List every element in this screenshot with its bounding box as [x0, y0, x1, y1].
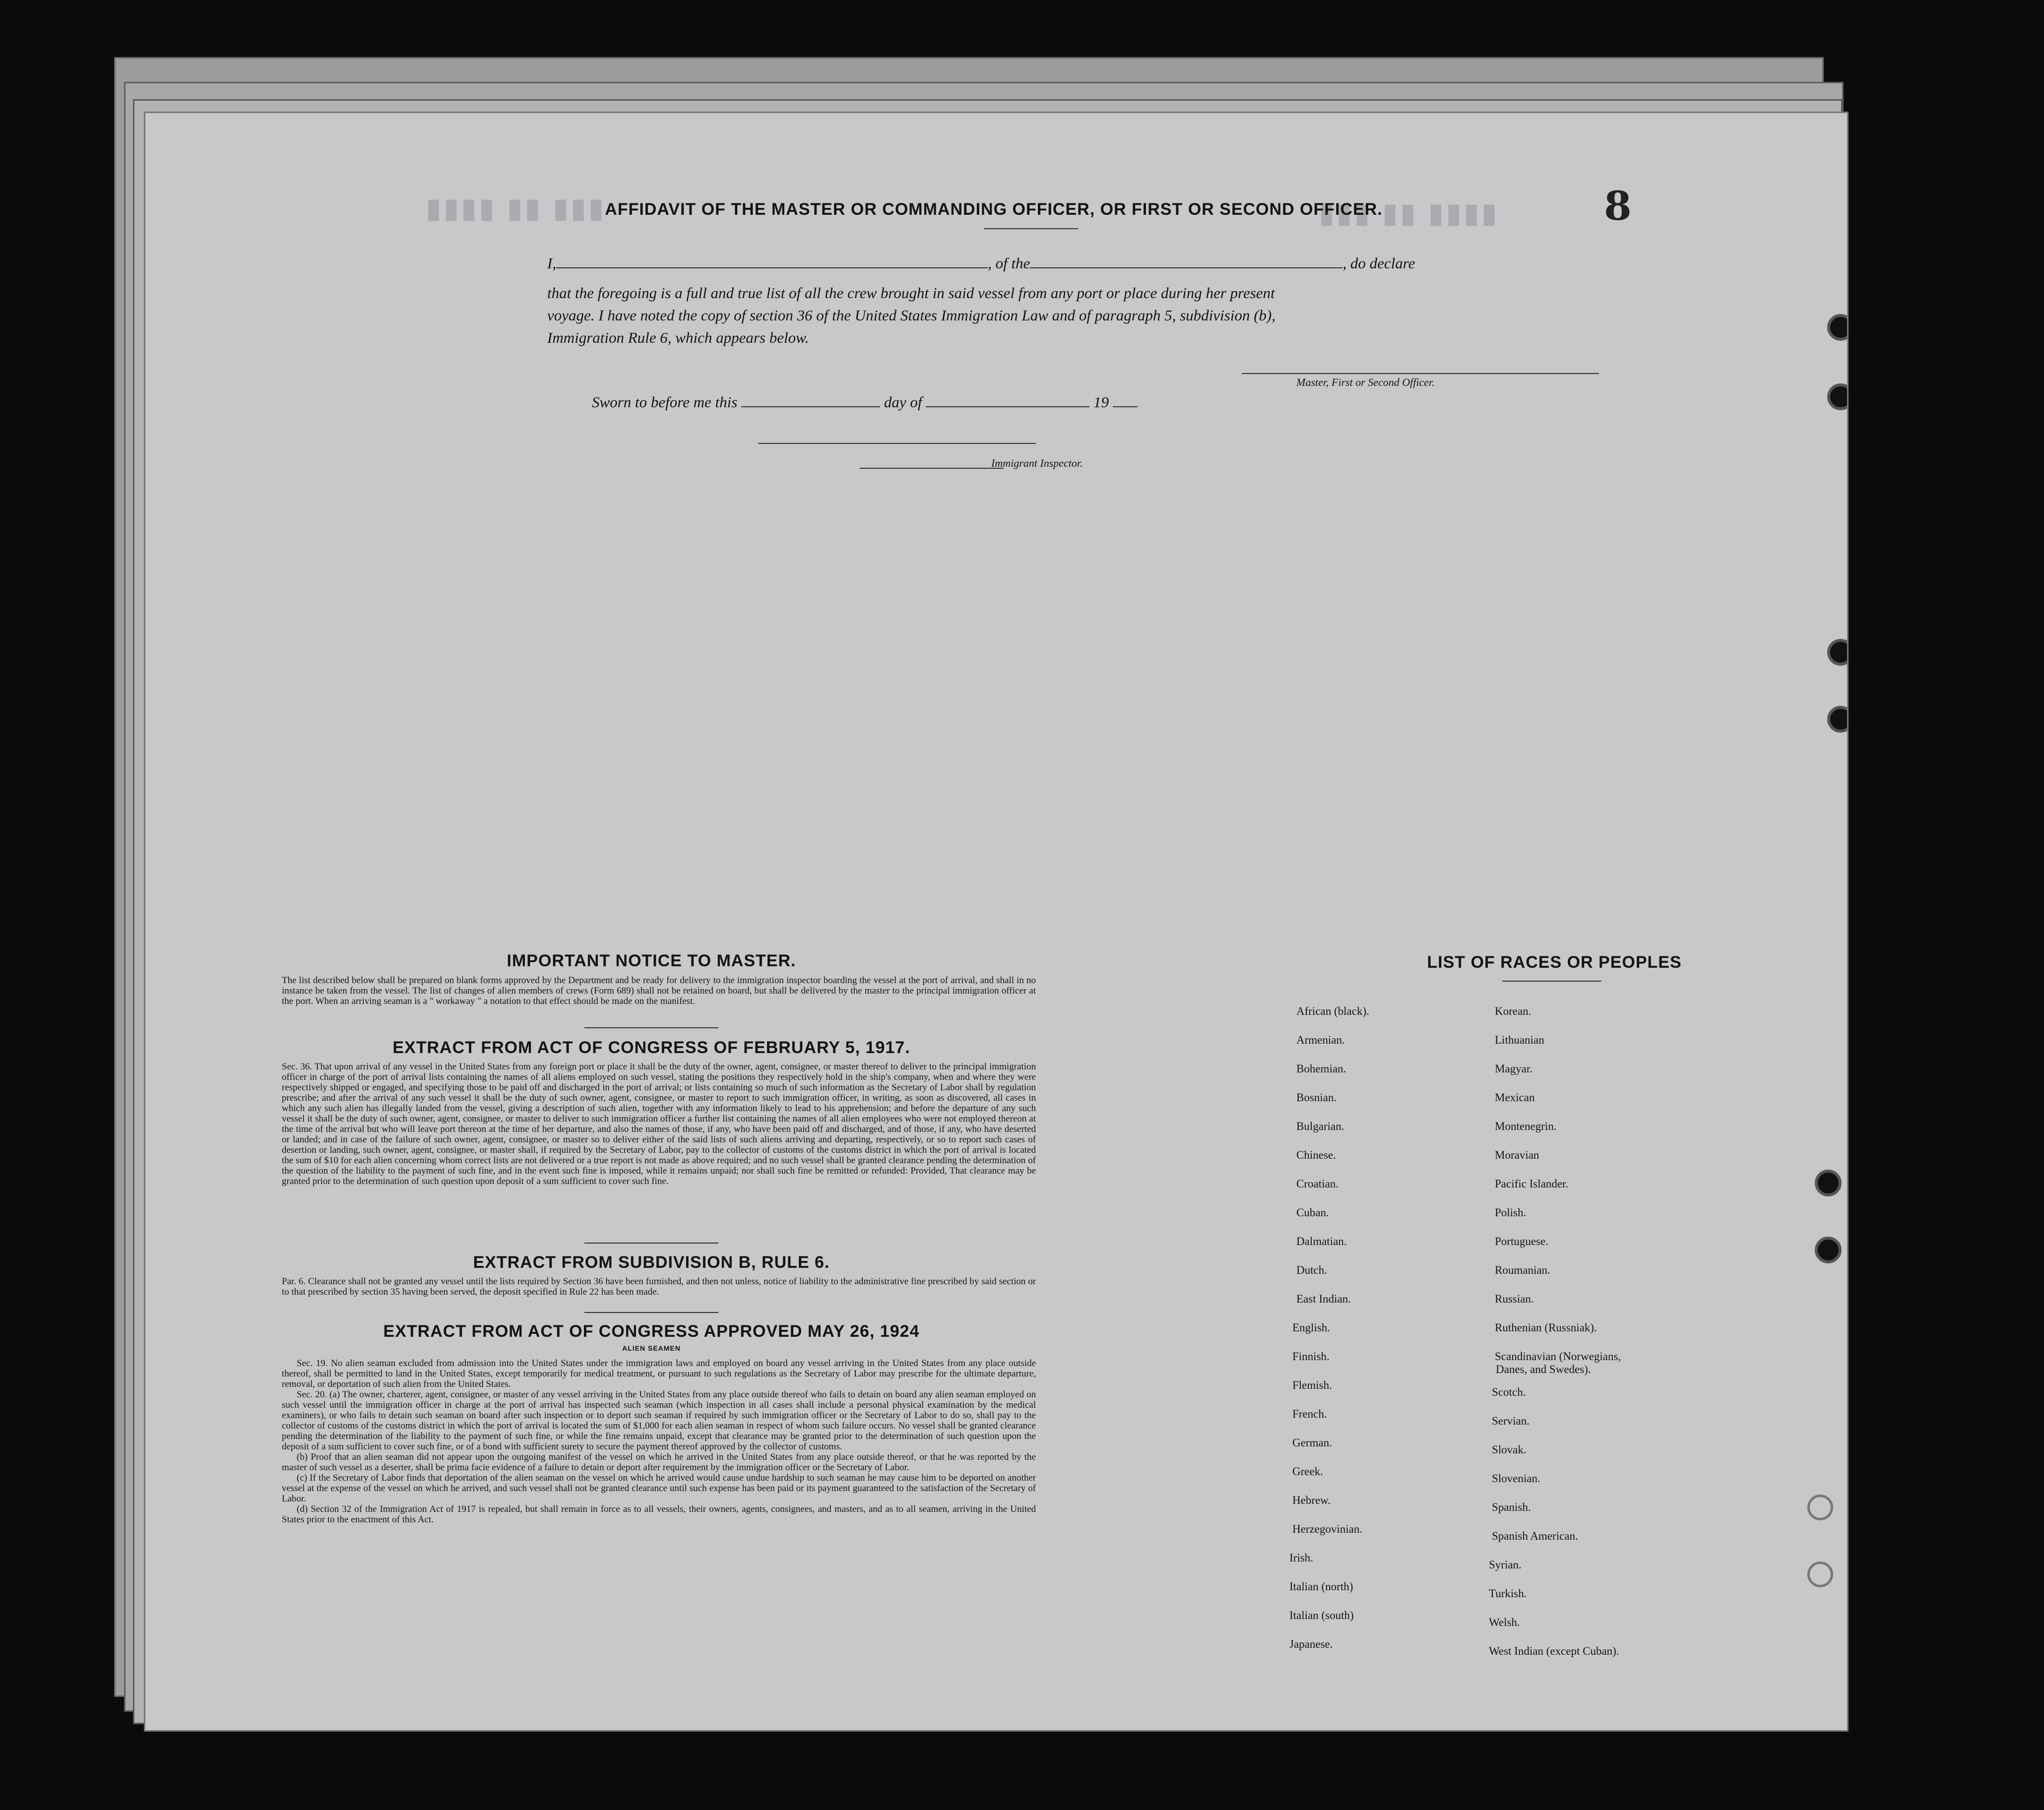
race-item: Cuban.	[1296, 1206, 1329, 1219]
races-title-underline	[1502, 981, 1601, 982]
race-item: Spanish American.	[1492, 1530, 1578, 1542]
section-divider	[584, 1027, 718, 1028]
race-item: Chinese.	[1296, 1149, 1336, 1161]
inspector-upper-line	[758, 443, 1036, 444]
affidavit-declaration-line	[547, 254, 1668, 272]
extract-rule6-title: EXTRACT FROM SUBDIVISION B, RULE 6.	[473, 1253, 830, 1272]
binder-hole	[1807, 1561, 1833, 1587]
sworn-month-blank[interactable]	[926, 406, 1089, 407]
section-divider	[584, 1312, 718, 1313]
race-item: Welsh.	[1489, 1616, 1520, 1628]
race-item: French.	[1292, 1408, 1327, 1420]
race-item: Portuguese.	[1495, 1235, 1548, 1248]
extract-1917-title: EXTRACT FROM ACT OF CONGRESS OF FEBRUARY 5, 1917.	[392, 1038, 910, 1057]
race-item: Moravian	[1495, 1149, 1539, 1161]
race-item: Korean.	[1495, 1005, 1532, 1017]
race-item: Mexican	[1495, 1091, 1535, 1104]
title-underline	[984, 228, 1078, 229]
race-item: Hebrew.	[1292, 1494, 1331, 1506]
declaration-i: I,	[547, 254, 557, 272]
binder-hole	[1827, 383, 1849, 410]
sworn-year: 19	[1093, 393, 1109, 411]
master-name-blank[interactable]	[556, 267, 988, 268]
race-item: English.	[1292, 1321, 1331, 1334]
extract-1924-title: EXTRACT FROM ACT OF CONGRESS APPROVED MAY 26, 1924	[383, 1322, 920, 1341]
race-item: Armenian.	[1296, 1034, 1345, 1046]
section-divider	[584, 1243, 718, 1244]
race-item: East Indian.	[1296, 1293, 1351, 1305]
affidavit-body-line: that the foregoing is a full and true list of all the crew brought in said vessel from any port or place during her present	[547, 284, 1275, 302]
extract-rule6-text: Par. 6. Clearance shall not be granted any vessel until the lists required by Section 36 have been furnished, and then not unless, notice of liability to the administrative fine prescribed by said section or to that prescribed by section 35 having been served, the deposit specified in Rule 22 has been made.	[282, 1276, 1036, 1297]
race-item: African (black).	[1296, 1005, 1369, 1017]
bleed-through-header-right: ▮▮▮▮ ▮▮ ▮▮▮	[1316, 198, 1497, 228]
sec20c-text: (c) If the Secretary of Labor finds that deportation of the alien seaman on the vessel on which he arrived would cause undue hardship to such seaman he may cause him to be deported on another vessel at the expense of the vessel on which he arrived, and such vessel shall not be granted clearance until such expense has been paid or its payment guaranteed to the satisfaction of the Secretary of Labor.	[282, 1473, 1036, 1504]
race-item: Bulgarian.	[1296, 1120, 1344, 1132]
race-item: Slovak.	[1492, 1443, 1527, 1456]
race-item: Scandinavian (Norwegians,	[1495, 1350, 1621, 1363]
race-item: Syrian.	[1489, 1559, 1522, 1571]
race-item: Roumanian.	[1495, 1264, 1550, 1276]
race-item: Turkish.	[1489, 1587, 1527, 1600]
extract-1917-text: Sec. 36. That upon arrival of any vessel in the United States from any foreign port or place it shall be the duty of the owner, agent, consignee, or master thereof to deliver to the principal immigration officer in charge of the port of arrival lists containing the names of all aliens employed on such vessel, stating the positions they respectively hold in the ship's company, when and where they were respectively shipped or engaged, and specifying those to be paid off and discharged in the port of arrival; or lists containing so much of such information as the Secretary of Labor shall by regulation prescribe; and after the arrival of any such vessel it shall be the duty of such owner, agent, consignee, or master to report to such immigration officer, in writing, as soon as discovered, all cases in which any such alien has illegally landed from the vessel, giving a description of such alien, together with any information likely to lead to his apprehension; and before the departure of any such vessel it shall be the duty of such owner, agent, consignee, or master to deliver to such immigration officer a further list containing the names of all alien employees who were not employed thereon at the time of the arrival but who will leave port thereon at the time of her departure, and also the names of those, if any, who have been paid off and discharged, and of those, if any, who have deserted or landed; and in case of the failure of such owner, agent, consignee, or master so to deliver either of the said lists of such aliens arriving and departing, respectively, or so to report such cases of desertion or landing, such owner, agent, consignee, or master shall, if required by the Secretary of Labor, pay to the collector of customs of the customs district in which the port of arrival is located the sum of $10 for each alien concerning whom correct lists are not delivered or a true report is not made as above required; and no such vessel shall be granted clearance pending the determination of the question of the liability to the payment of such fine, and in the event such fine is imposed, while it remains unpaid; nor shall such fine be remitted or refunded: Provided, That clearance may be granted prior to the determination of such question upon deposit of a sum sufficient to cover such fine.	[282, 1061, 1036, 1186]
binder-hole	[1827, 314, 1849, 341]
sworn-day-blank[interactable]	[741, 406, 880, 407]
sworn-prefix: Sworn to before me this	[592, 393, 738, 411]
vessel-name-blank[interactable]	[1030, 267, 1342, 268]
race-item: Italian (south)	[1289, 1609, 1354, 1622]
race-item: Spanish.	[1492, 1501, 1531, 1513]
binder-hole	[1827, 639, 1849, 666]
bleed-through-header: ▮▮▮ ▮▮ ▮▮▮▮	[423, 193, 604, 223]
handwritten-sheet-number: 8	[1604, 183, 1632, 229]
race-item: West Indian (except Cuban).	[1489, 1645, 1619, 1657]
race-item: Ruthenian (Russniak).	[1495, 1321, 1597, 1334]
race-item: Slovenian.	[1492, 1472, 1540, 1485]
binder-hole	[1815, 1237, 1842, 1263]
sec20a-text: Sec. 20. (a) The owner, charterer, agent, consignee, or master of any vessel arriving in the United States from any place outside thereof who fails to detain on board any alien seaman employed on such vessel until the immigration officer in charge at the port of arrival has inspected such seaman (which inspection in all cases shall include a personal physical examination by the medical examiners), or who fails to detain such seaman on board after such inspection or to deport such seaman if required by such immigration officer or the Secretary of Labor to do so, shall pay to the collector of customs of the customs district in which the port of arrival is located the sum of $1,000 for each alien seaman in respect of whom such failure occurs. No vessel shall be granted clearance pending the determination of the liability to the payment of such fine, or while the fine remains unpaid, except that clearance may be granted prior to the determination of such question upon the deposit of a sum sufficient to cover such fine, or of a bond with sufficient surety to secure the payment thereof approved by the collector of customs.	[282, 1389, 1036, 1452]
race-item: Pacific Islander.	[1495, 1178, 1569, 1190]
race-item: Montenegrin.	[1495, 1120, 1557, 1132]
race-item: Dalmatian.	[1296, 1235, 1347, 1248]
race-item: Irish.	[1289, 1552, 1313, 1564]
race-item: Flemish.	[1292, 1379, 1332, 1391]
binder-hole	[1815, 1170, 1842, 1196]
sworn-day-of: day of	[884, 393, 922, 411]
binder-hole	[1807, 1495, 1833, 1520]
race-item: Herzegovinian.	[1292, 1523, 1363, 1535]
declaration-of-the: , of the	[988, 254, 1030, 272]
inspector-label: Immigrant Inspector.	[991, 457, 1083, 469]
affidavit-body-line: Immigration Rule 6, which appears below.	[547, 329, 809, 346]
race-item: Lithuanian	[1495, 1034, 1544, 1046]
sworn-line	[592, 393, 1138, 411]
race-item: Finnish.	[1292, 1350, 1330, 1363]
declaration-do-declare: , do declare	[1342, 254, 1415, 272]
race-item: German.	[1292, 1436, 1332, 1449]
race-item: Dutch.	[1296, 1264, 1327, 1276]
race-item: Croatian.	[1296, 1178, 1339, 1190]
sec20d-text: (d) Section 32 of the Immigration Act of 1917 is repealed, but shall remain in force as to all vessels, their owners, agents, consignees, and masters, and as to all seamen, arriving in the United States prior to the enactment of this Act.	[282, 1504, 1036, 1525]
sec19-text: Sec. 19. No alien seaman excluded from admission into the United States under the immigration laws and employed on board any vessel arriving in the United States from any place outside thereof, shall be permitted to land in the United States, except temporarily for medical treatment, or pursuant to such regulations as the Secretary of Labor may prescribe for the ultimate departure, removal, or deportation of such alien from the United States.	[282, 1358, 1036, 1389]
affidavit-body-line: voyage. I have noted the copy of section 36 of the United States Immigration Law and of paragraph 5, subdivision (b),	[547, 307, 1276, 324]
sworn-year-blank[interactable]	[1113, 406, 1138, 407]
race-item: Greek.	[1292, 1465, 1323, 1478]
notice-text: The list described below shall be prepared on blank forms approved by the Department and be ready for delivery to the immigration inspector boarding the vessel at the port of arrival, and shall in no instance be taken from the vessel. The list of changes of alien members of crews (Form 689) shall not be retained on board, but shall be delivered by the master to the principal immigration officer at the port. When an arriving seaman is a " workaway " a notation to that effect should be made on the manifest.	[282, 975, 1036, 1006]
race-item: Italian (north)	[1289, 1580, 1353, 1593]
binder-hole	[1827, 706, 1849, 733]
extract-1924-body	[282, 1358, 1036, 1525]
signature-line[interactable]	[1242, 373, 1599, 374]
race-item: Bosnian.	[1296, 1091, 1337, 1104]
document-page	[144, 112, 1849, 1732]
extract-1924-subtitle: ALIEN SEAMEN	[622, 1344, 681, 1352]
race-item: Bohemian.	[1296, 1062, 1346, 1075]
races-title: LIST OF RACES OR PEOPLES	[1427, 953, 1682, 972]
sec20b-text: (b) Proof that an alien seaman did not appear upon the outgoing manifest of the vessel on which he arrived in the United States from any place outside thereof, or that he was reported by the master of such vessel as a deserter, shall be prima facie evidence of a failure to detain or deport after requirement by the immigration officer or the Secretary of Labor.	[282, 1452, 1036, 1473]
race-item: Russian.	[1495, 1293, 1534, 1305]
race-item: Scotch.	[1492, 1386, 1526, 1398]
affidavit-body	[547, 282, 1668, 349]
signature-label: Master, First or Second Officer.	[1296, 376, 1435, 388]
notice-title: IMPORTANT NOTICE TO MASTER.	[507, 951, 796, 970]
race-item: Magyar.	[1495, 1062, 1533, 1075]
race-item: Japanese.	[1289, 1638, 1333, 1650]
inspector-signature-line[interactable]	[860, 468, 1004, 469]
race-scandinavian-continued: Danes, and Swedes).	[1496, 1363, 1591, 1375]
race-item: Servian.	[1492, 1415, 1530, 1427]
race-item: Polish.	[1495, 1206, 1527, 1219]
affidavit-title: AFFIDAVIT OF THE MASTER OR COMMANDING OFFICER, OR FIRST OR SECOND OFFICER.	[605, 200, 1383, 219]
